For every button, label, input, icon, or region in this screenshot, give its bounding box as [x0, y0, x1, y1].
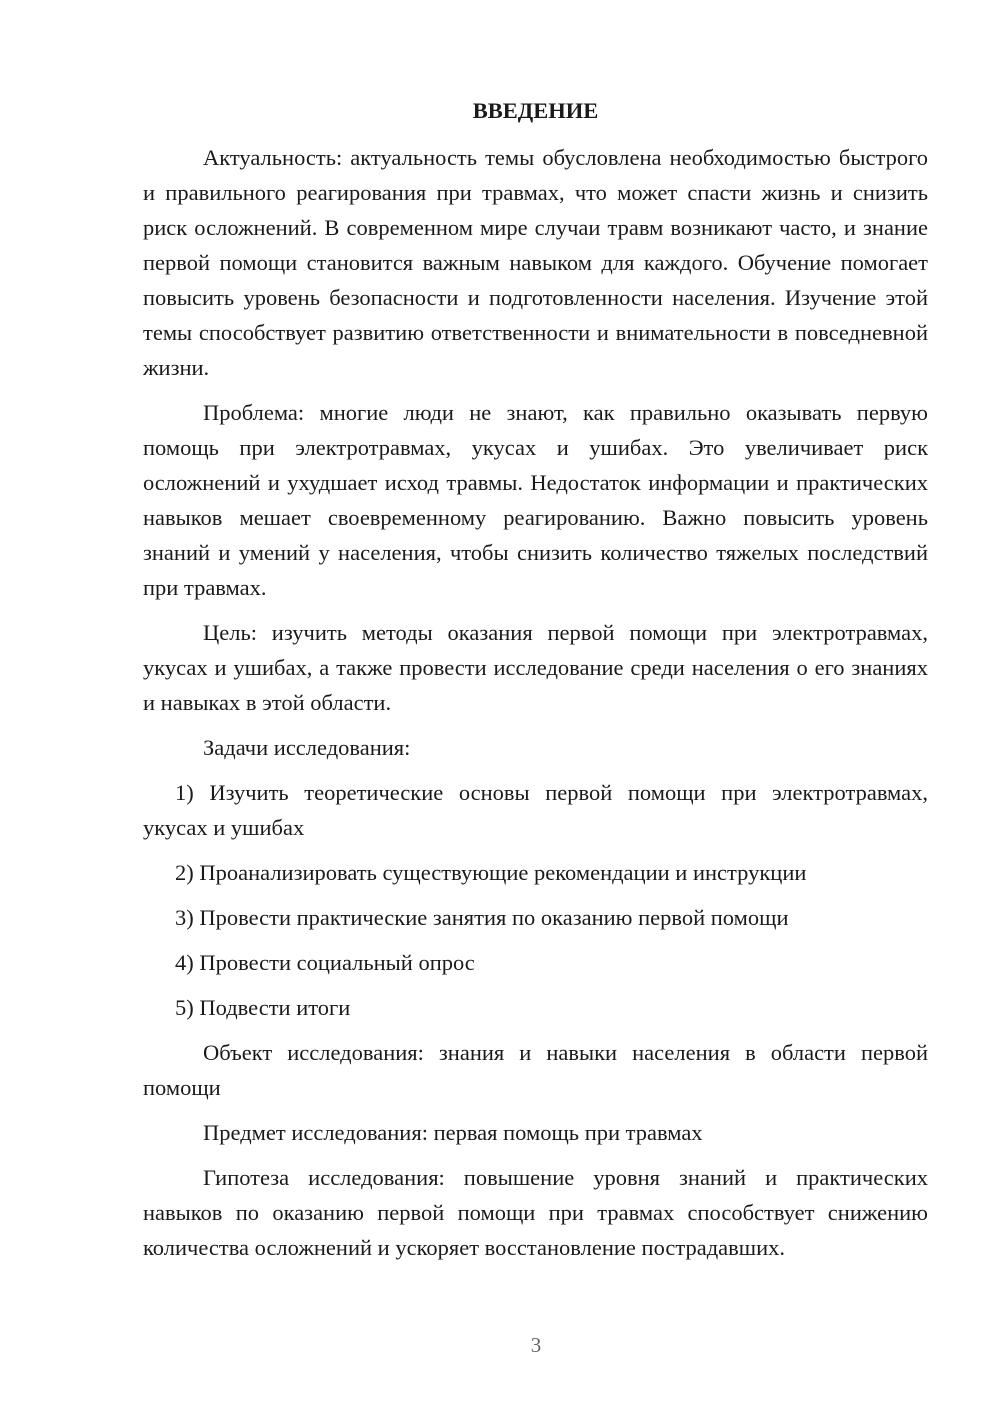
paragraph-subject: Предмет исследования: первая помощь при травмах [203, 1120, 703, 1145]
paragraph-relevance: Актуальность: актуальность темы обусловлена необходимостью быстрого и правильного реагирования при травмах, что может спасти жизнь и снизить риск осложнений. В современном мире случаи травм возникают часто, и знание первой помощи становится важным навыком для каждого. Обучение помогает повысить уровень безопасности и подготовленности населения. Изучение этой темы способствует развитию ответственности и внимательности в повседневной жизни. [143, 145, 928, 380]
paragraph-problem: Проблема: многие люди не знают, как правильно оказывать первую помощь при электротравмах, укусах и ушибах. Это увеличивает риск осложнений и ухудшает исход травмы. Недостаток информации и практических навыков мешает своевременному реагированию. Важно повысить уровень знаний и умений у населения, чтобы снизить количество тяжелых последствий при травмах. [143, 400, 928, 600]
document-page [143, 93, 928, 1275]
section-title: ВВЕДЕНИЕ [472, 98, 599, 123]
paragraph-object: Объект исследования: знания и навыки населения в области первой помощи [143, 1040, 928, 1100]
list-item: 1) Изучить теоретические основы первой помощи при электротравмах, укусах и ушибах [143, 780, 928, 840]
tasks-list [143, 775, 928, 1025]
list-item: 2) Проанализировать существующие рекомендации и инструкции [175, 860, 807, 885]
list-item: 3) Провести практические занятия по оказанию первой помощи [175, 905, 789, 930]
list-item: 5) Подвести итоги [175, 995, 351, 1020]
paragraph-goal: Цель: изучить методы оказания первой помощи при электротравмах, укусах и ушибах, а также провести исследование среди населения о его знаниях и навыках в этой области. [143, 620, 928, 715]
list-item: 4) Провести социальный опрос [175, 950, 475, 975]
page-number: 3 [530, 1333, 542, 1357]
tasks-heading: Задачи исследования: [203, 735, 411, 760]
paragraph-hypothesis: Гипотеза исследования: повышение уровня знаний и практических навыков по оказанию первой помощи при травмах способствует снижению количества осложнений и ускоряет восстановление пострадавших. [143, 1165, 928, 1260]
